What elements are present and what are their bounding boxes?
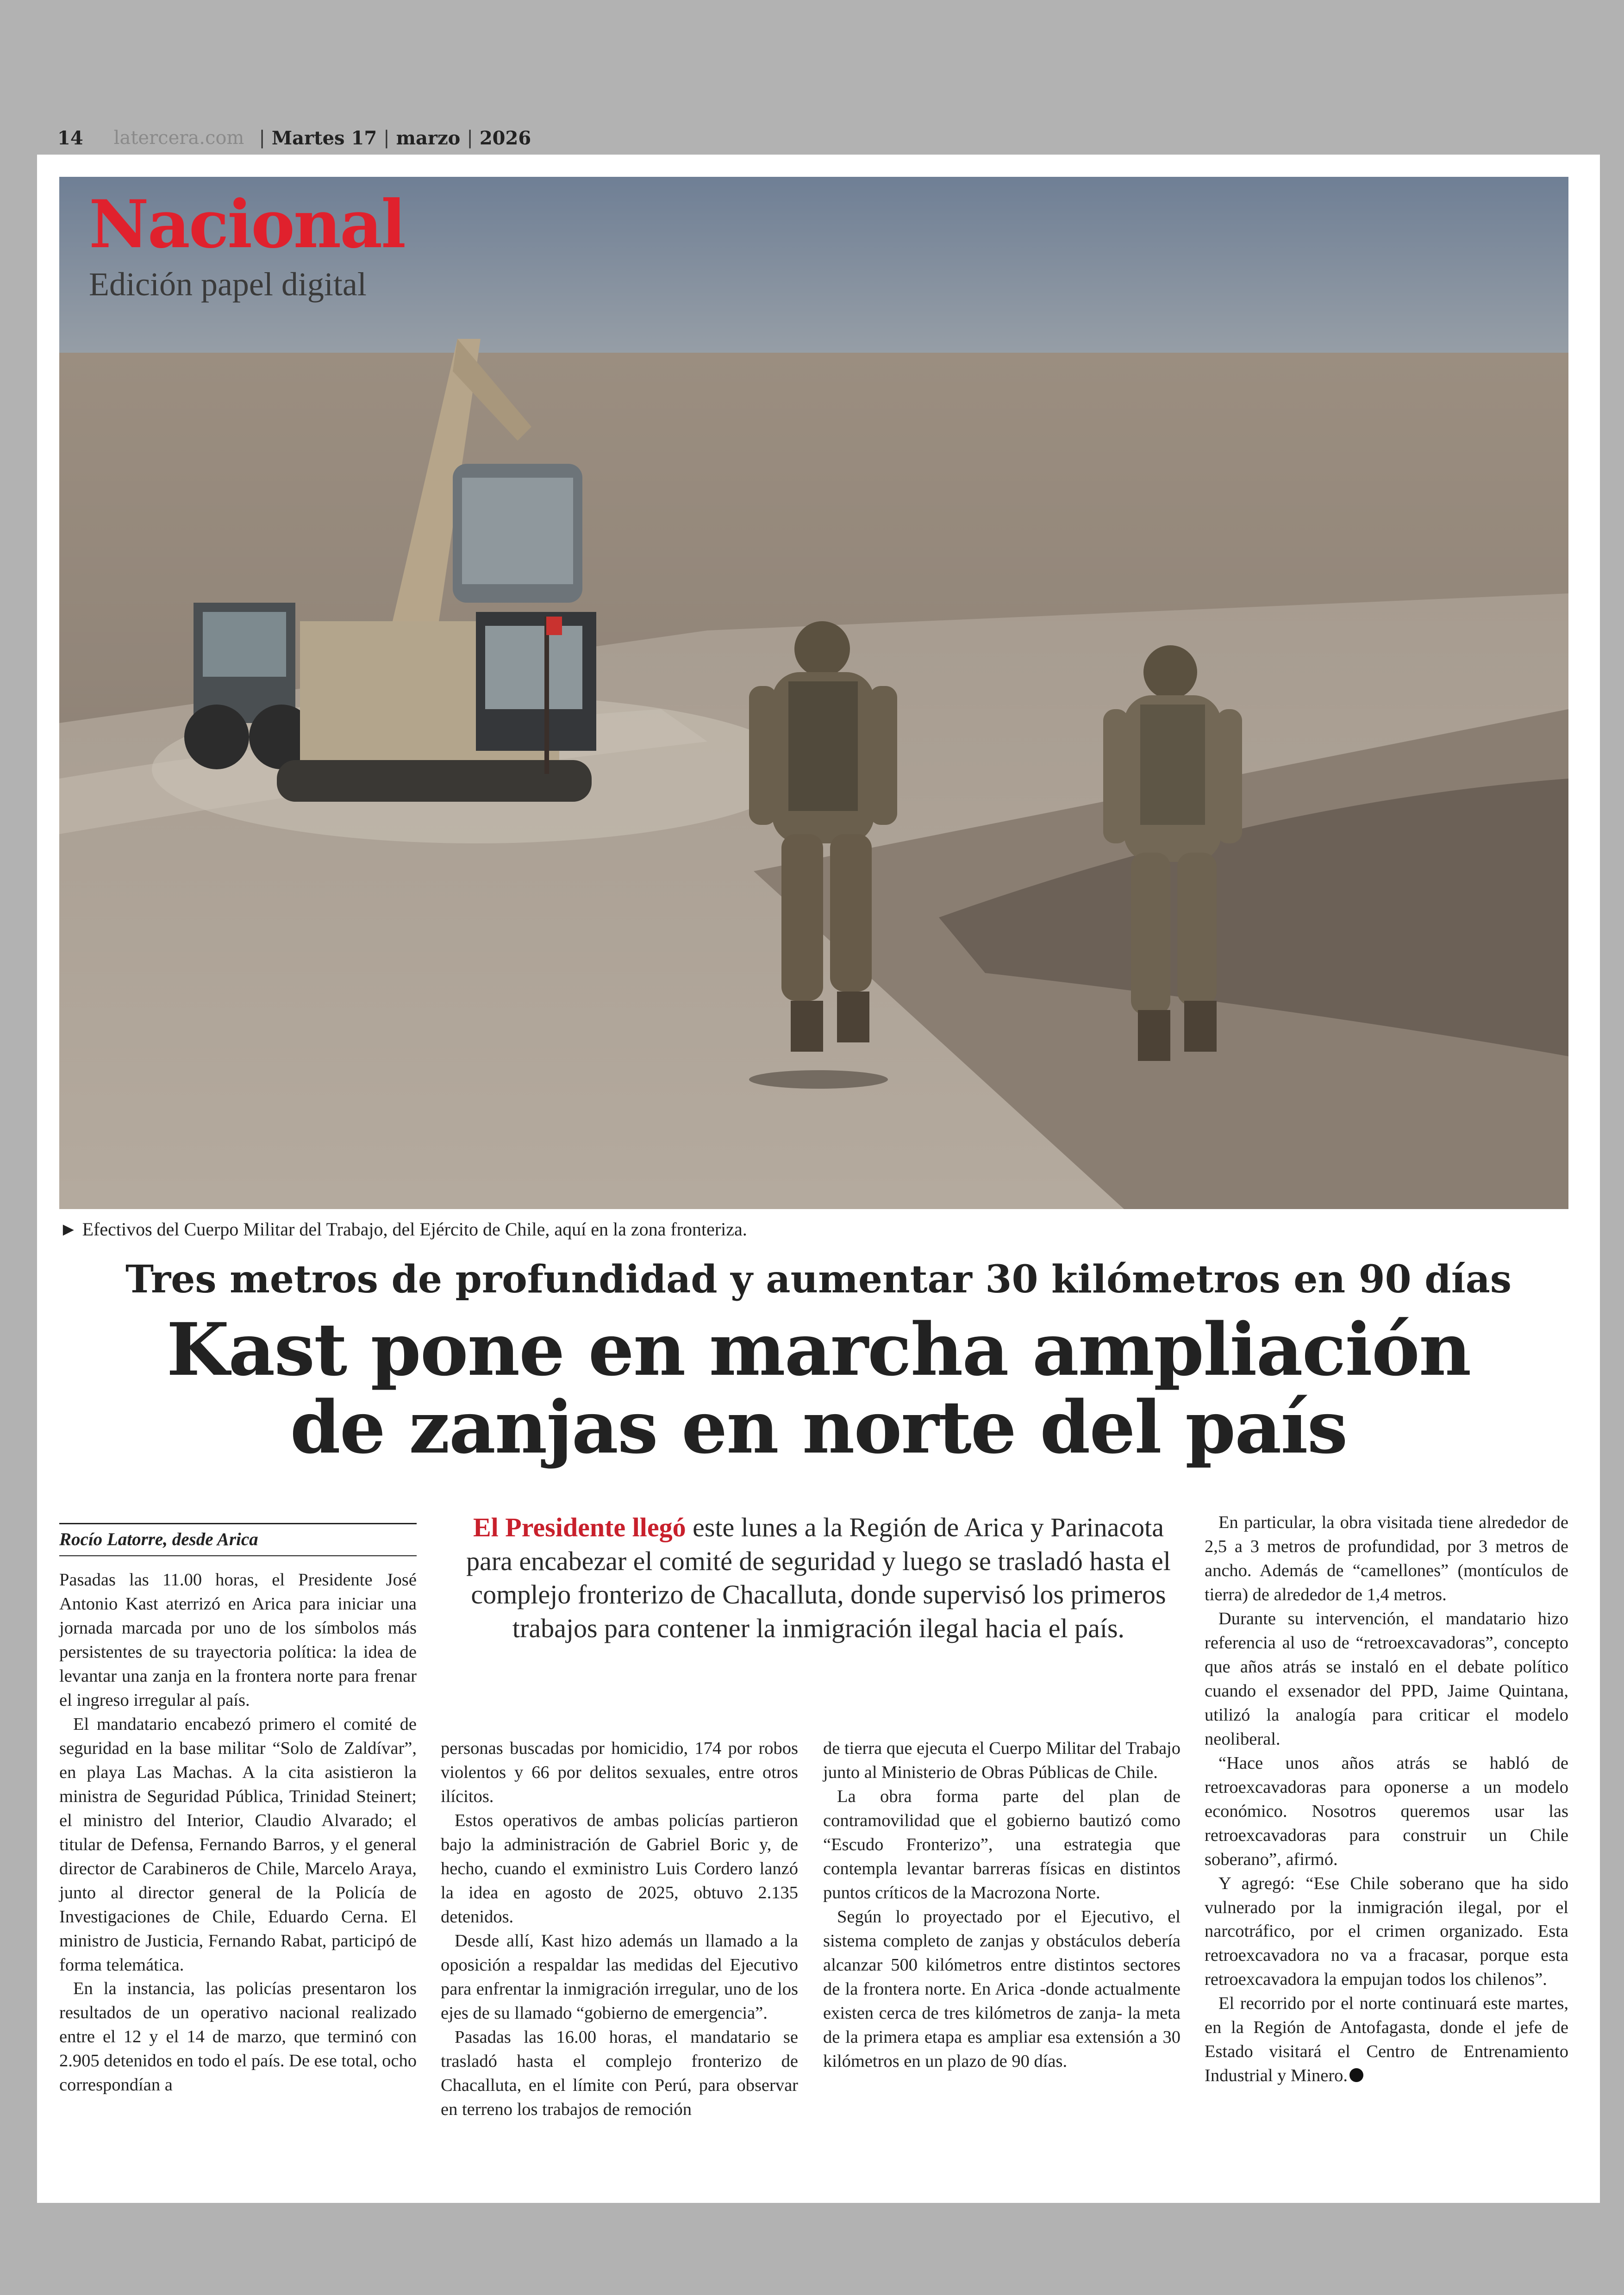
- page-number: 14: [57, 127, 83, 149]
- paragraph: Según lo proyectado por el Ejecutivo, el sistema completo de zanjas y obstáculos debería alcanzar 500 kilómetros entre distintos sectores de la frontera norte. En Arica -donde actualmente existen cerca de tres kilómetros de zanja- la meta de la primera etapa es ampliar esa extensión a 30 kilómetros en un plazo de 90 días.: [823, 1907, 1181, 2071]
- final-paragraph: [1205, 1992, 1568, 2088]
- page-folio: [57, 123, 531, 153]
- section-subtitle: Edición papel digital: [89, 266, 367, 303]
- byline: Rocío Latorre, desde Arica: [59, 1523, 417, 1556]
- headline-line-1: Kast pone en marcha ampliación: [166, 1307, 1471, 1392]
- desert-soldiers-illustration: [59, 177, 1568, 1209]
- folio-day: Martes 17: [271, 127, 377, 149]
- newspaper-page: [37, 155, 1600, 2203]
- article-column-3: [823, 1737, 1181, 2074]
- paragraph: Desde allí, Kast hizo además un llamado a la oposición a respaldar las medidas del Ejecutivo para enfrentar la inmigración irregular, uno de los ejes de su llamado “gobierno de emergencia”.: [441, 1931, 798, 2023]
- article-column-2: [441, 1737, 798, 2122]
- article-column-4: [1205, 1511, 1568, 2088]
- paragraph: Durante su intervención, el mandatario hizo referencia al uso de “retroexcavadoras”, concepto que años atrás se instaló en el debate político cuando el exsenador del PPD, Jaime Quintana, utilizó la analogía para criticar el modelo neoliberal.: [1205, 1609, 1568, 1749]
- section-title: Nacional: [89, 186, 405, 263]
- paragraph: El mandatario encabezó primero el comité de seguridad en la base militar “Solo de Zaldívar”, en playa Las Machas. A la cita asistieron la ministra de Seguridad Pública, Trinidad Steinert; el ministro del Interior, Claudio Alvarado; el titular de Defensa, Fernando Barros, y el general director de Carabineros de Chile, Marcelo Araya, junto al director general de la Policía de Investigaciones de Chile, Eduardo Cerna. El ministro de Justicia, Fernando Rabat, participó de forma telemática.: [59, 1714, 417, 1975]
- site-name[interactable]: latercera.com: [113, 127, 244, 149]
- folio-separator: |: [383, 127, 390, 149]
- article-column-1: [59, 1568, 417, 2097]
- photo-caption: [59, 1218, 1568, 1240]
- folio-year: 2026: [479, 127, 531, 149]
- folio-month: marzo: [396, 127, 461, 149]
- article-headline: [37, 1307, 1600, 1470]
- paragraph: Pasadas las 11.00 horas, el Presidente José Antonio Kast aterrizó en Arica para iniciar una jornada marcada por uno de los símbolos más persistentes de su trayectoria política: la idea de levantar una zanja en la frontera norte para frenar el ingreso irregular al país.: [59, 1570, 417, 1710]
- end-of-article-icon: [1349, 2068, 1363, 2082]
- paragraph: La obra forma parte del plan de contramovilidad que el gobierno bautizó como “Escudo Fronterizo”, una estrategia que contempla levantar barreras físicas en distintos puntos críticos de la Macrozona Norte.: [823, 1786, 1181, 1902]
- caption-text: Efectivos del Cuerpo Militar del Trabajo, del Ejército de Chile, aquí en la zona fronteriza.: [82, 1219, 747, 1240]
- paragraph: En particular, la obra visitada tiene alrededor de 2,5 a 3 metros de profundidad, por 3 metros de ancho. Además de “camellones” (montículos de tierra) de alrededor de 1,4 metros.: [1205, 1513, 1568, 1604]
- article-lead: [466, 1511, 1171, 1645]
- article-kicker: Tres metros de profundidad y aumentar 30 kilómetros en 90 días: [125, 1257, 1512, 1302]
- paragraph: personas buscadas por homicidio, 174 por robos violentos y 66 por delitos sexuales, entre otros ilícitos.: [441, 1739, 798, 1806]
- paragraph: Y agregó: “Ese Chile soberano que ha sido vulnerado por la inmigración ilegal, por el narcotráfico, por el crimen organizado. Esta retroexcavadora no va a fracasar, porque esta retroexcavadora la empujan todos los chilenos”.: [1205, 1873, 1568, 1989]
- paragraph: “Hace unos años atrás se habló de retroexcavadoras para oponerse a un modelo económico. Nosotros queremos usar las retroexcavadoras para construir un Chile soberano”, afirmó.: [1205, 1753, 1568, 1869]
- paragraph: Pasadas las 16.00 horas, el mandatario se trasladó hasta el complejo fronterizo de Chacalluta, en el límite con Perú, para observar en terreno los trabajos de remoción: [441, 2027, 798, 2119]
- paragraph: de tierra que ejecuta el Cuerpo Militar del Trabajo junto al Ministerio de Obras Públicas de Chile.: [823, 1739, 1181, 1782]
- folio-separator: |: [259, 127, 265, 149]
- lead-highlight: El Presidente llegó: [473, 1512, 686, 1542]
- lead-text: este lunes a la Región de Arica y Parinacota para encabezar el comité de seguridad y luego se trasladó hasta el complejo fronterizo de Chacalluta, donde supervisó los primeros trabajos para contener la inmigración ilegal hacia el país.: [466, 1512, 1171, 1643]
- lead-photo: [59, 177, 1568, 1209]
- caption-arrow-icon: ►: [59, 1219, 78, 1240]
- folio-separator: |: [467, 127, 473, 149]
- paragraph-text: El recorrido por el norte continuará este martes, en la Región de Antofagasta, donde el jefe de Estado visitará el Centro de Entrenamiento Industrial y Minero.: [1205, 1994, 1568, 2086]
- paragraph: Estos operativos de ambas policías partieron bajo la administración de Gabriel Boric y, de hecho, cuando el exministro Luis Cordero lanzó la idea en agosto de 2025, obtuvo 2.135 detenidos.: [441, 1810, 798, 1927]
- headline-line-2: de zanjas en norte del país: [290, 1385, 1347, 1470]
- paragraph: En la instancia, las policías presentaron los resultados de un operativo nacional realizado entre el 12 y el 14 de marzo, que terminó con 2.905 detenidos en todo el país. De ese total, ocho correspondían a: [59, 1979, 417, 2095]
